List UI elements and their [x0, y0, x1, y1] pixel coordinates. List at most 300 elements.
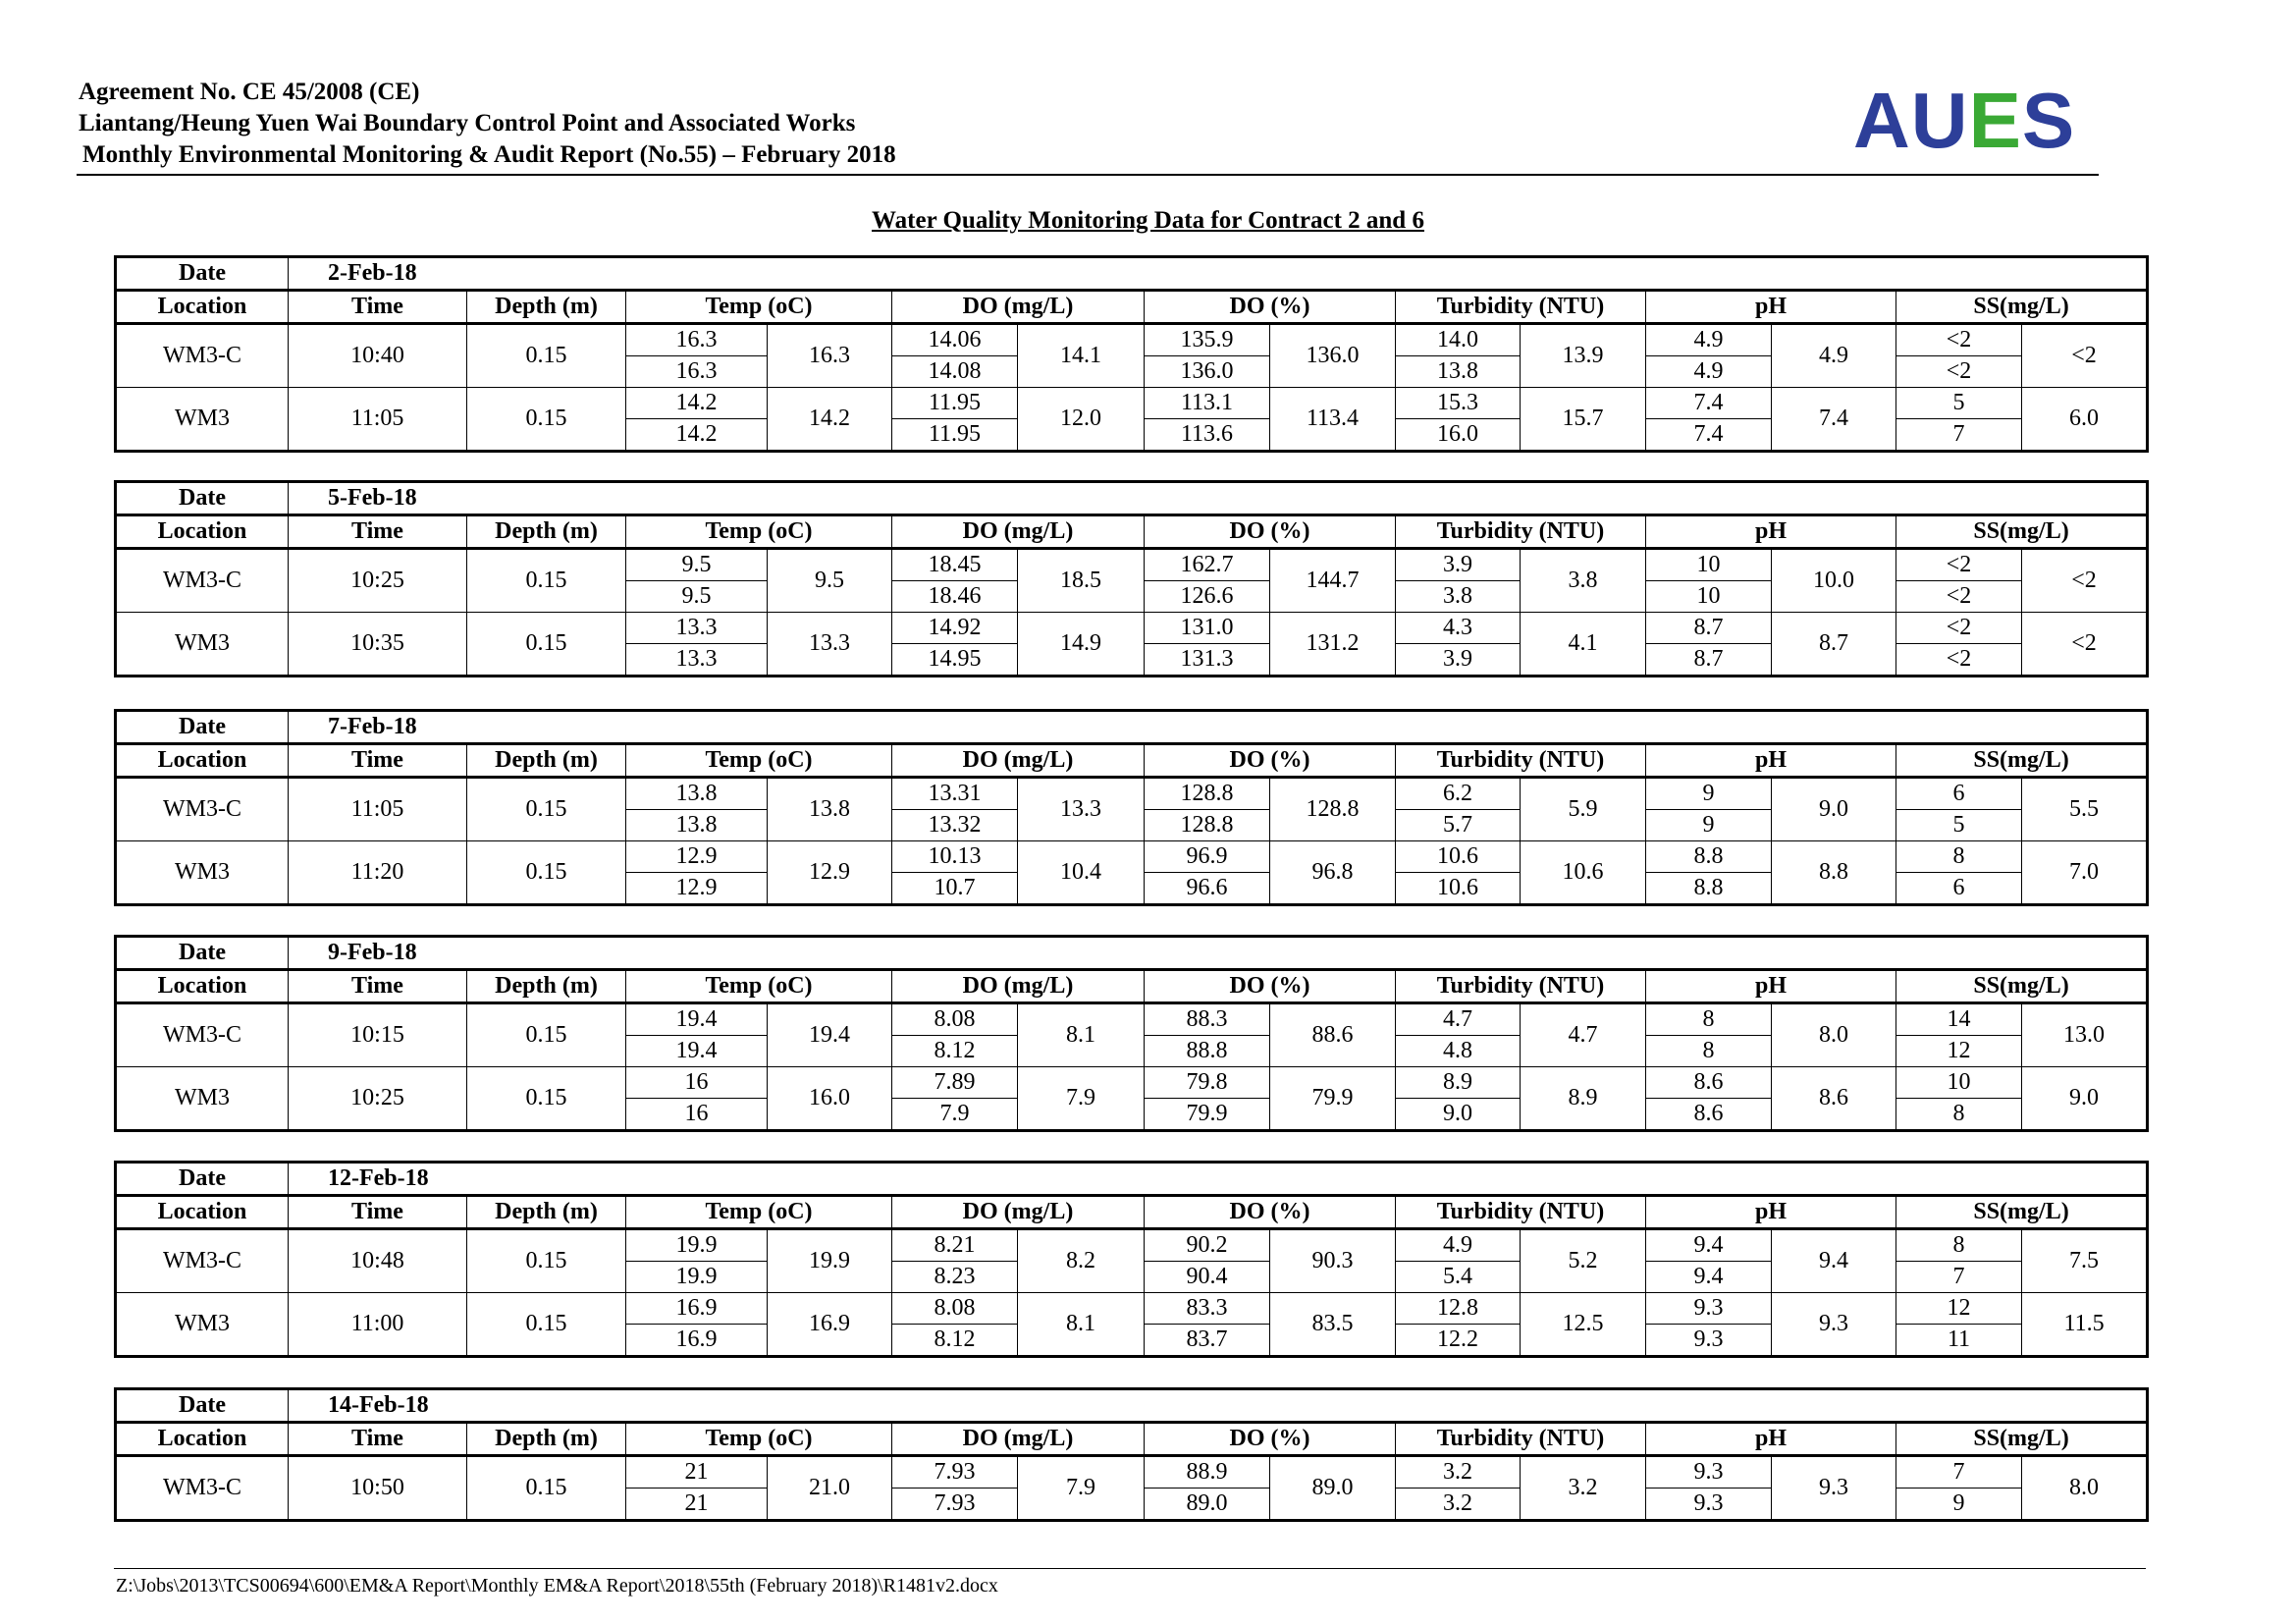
temp-average: 13.8 [768, 778, 892, 841]
temp-reading-1: 16 [626, 1067, 768, 1099]
ss-reading-2: <2 [1896, 644, 2022, 677]
temp-reading-2: 13.8 [626, 810, 768, 841]
ph-average: 8.7 [1772, 613, 1896, 677]
turb-average: 15.7 [1521, 388, 1646, 452]
ss-reading-1: <2 [1896, 324, 2022, 356]
ph-reading-2: 9 [1646, 810, 1772, 841]
temp-average: 12.9 [768, 841, 892, 905]
do-mgl-header: DO (mg/L) [892, 291, 1145, 324]
dop-reading-1: 79.8 [1145, 1067, 1270, 1099]
time-cell: 11:00 [289, 1293, 467, 1357]
date-row [116, 1163, 2148, 1196]
location-cell: WM3-C [116, 1456, 289, 1521]
temp-average: 19.9 [768, 1229, 892, 1293]
ph-header: pH [1646, 1196, 1896, 1229]
do-mgl-header: DO (mg/L) [892, 970, 1145, 1003]
location-cell: WM3-C [116, 549, 289, 613]
do-reading-2: 8.12 [892, 1325, 1018, 1357]
ss-reading-1: <2 [1896, 549, 2022, 581]
time-cell: 10:50 [289, 1456, 467, 1521]
dop-reading-1: 131.0 [1145, 613, 1270, 644]
footer-rule [114, 1568, 2146, 1569]
turb-reading-1: 15.3 [1396, 388, 1521, 419]
location-cell: WM3 [116, 613, 289, 677]
depth-cell: 0.15 [467, 1293, 626, 1357]
time-cell: 10:35 [289, 613, 467, 677]
ph-reading-2: 4.9 [1646, 356, 1772, 388]
column-header-row [116, 970, 2148, 1003]
time-header: Time [289, 291, 467, 324]
do-mgl-header: DO (mg/L) [892, 1423, 1145, 1456]
do-reading-2: 14.08 [892, 356, 1018, 388]
header-rule [77, 174, 2099, 176]
temp-reading-2: 19.4 [626, 1036, 768, 1067]
location-cell: WM3 [116, 1293, 289, 1357]
turb-reading-1: 10.6 [1396, 841, 1521, 873]
do-reading-1: 14.06 [892, 324, 1018, 356]
dop-reading-1: 90.2 [1145, 1229, 1270, 1262]
do-reading-1: 8.08 [892, 1003, 1018, 1036]
dop-reading-2: 90.4 [1145, 1262, 1270, 1293]
table-row [116, 1456, 2148, 1489]
dop-reading-2: 136.0 [1145, 356, 1270, 388]
ss-reading-1: 5 [1896, 388, 2022, 419]
ph-reading-1: 9.4 [1646, 1229, 1772, 1262]
temp-reading-2: 16.9 [626, 1325, 768, 1357]
dop-average: 83.5 [1270, 1293, 1396, 1357]
turb-reading-2: 13.8 [1396, 356, 1521, 388]
do-pct-header: DO (%) [1145, 970, 1396, 1003]
turbidity-header: Turbidity (NTU) [1396, 291, 1646, 324]
column-header-row [116, 1423, 2148, 1456]
date-row [116, 482, 2148, 515]
time-cell: 11:20 [289, 841, 467, 905]
ph-average: 8.0 [1772, 1003, 1896, 1067]
turbidity-header: Turbidity (NTU) [1396, 744, 1646, 778]
date-label: Date [116, 1163, 289, 1196]
table-row [116, 1003, 2148, 1036]
time-cell: 10:25 [289, 549, 467, 613]
logo-letter: S [2021, 77, 2076, 164]
turb-reading-1: 3.2 [1396, 1456, 1521, 1489]
turb-average: 4.1 [1521, 613, 1646, 677]
do-average: 13.3 [1018, 778, 1145, 841]
date-row [116, 711, 2148, 744]
do-pct-header: DO (%) [1145, 515, 1396, 549]
do-average: 14.9 [1018, 613, 1145, 677]
ph-average: 4.9 [1772, 324, 1896, 388]
ph-header: pH [1646, 515, 1896, 549]
location-cell: WM3 [116, 841, 289, 905]
temp-reading-1: 21 [626, 1456, 768, 1489]
depth-header: Depth (m) [467, 291, 626, 324]
turb-average: 10.6 [1521, 841, 1646, 905]
time-header: Time [289, 515, 467, 549]
dop-reading-1: 83.3 [1145, 1293, 1270, 1325]
date-label: Date [116, 257, 289, 291]
time-header: Time [289, 970, 467, 1003]
ss-header: SS(mg/L) [1896, 291, 2148, 324]
date-row [116, 1389, 2148, 1423]
ss-reading-1: 10 [1896, 1067, 2022, 1099]
turb-reading-1: 4.9 [1396, 1229, 1521, 1262]
ss-reading-1: 8 [1896, 841, 2022, 873]
ss-reading-2: 8 [1896, 1099, 2022, 1131]
dop-reading-1: 128.8 [1145, 778, 1270, 810]
do-reading-2: 8.23 [892, 1262, 1018, 1293]
depth-cell: 0.15 [467, 1003, 626, 1067]
turb-reading-1: 4.7 [1396, 1003, 1521, 1036]
depth-cell: 0.15 [467, 1456, 626, 1521]
do-reading-1: 8.08 [892, 1293, 1018, 1325]
column-header-row [116, 744, 2148, 778]
turb-average: 5.9 [1521, 778, 1646, 841]
turb-average: 5.2 [1521, 1229, 1646, 1293]
depth-cell: 0.15 [467, 324, 626, 388]
dop-reading-1: 88.3 [1145, 1003, 1270, 1036]
temp-reading-1: 16.9 [626, 1293, 768, 1325]
date-row [116, 937, 2148, 970]
time-cell: 10:40 [289, 324, 467, 388]
turb-reading-2: 16.0 [1396, 419, 1521, 452]
temp-average: 14.2 [768, 388, 892, 452]
turb-reading-1: 4.3 [1396, 613, 1521, 644]
temp-reading-2: 16.3 [626, 356, 768, 388]
ss-average: 8.0 [2022, 1456, 2148, 1521]
date-label: Date [116, 937, 289, 970]
date-value: 5-Feb-18 [289, 482, 2148, 515]
do-reading-2: 8.12 [892, 1036, 1018, 1067]
ss-reading-2: 5 [1896, 810, 2022, 841]
ss-average: 7.0 [2022, 841, 2148, 905]
day-table [114, 255, 2149, 453]
temp-header: Temp (oC) [626, 291, 892, 324]
day-table [114, 935, 2149, 1132]
do-average: 8.2 [1018, 1229, 1145, 1293]
turb-reading-1: 14.0 [1396, 324, 1521, 356]
location-header: Location [116, 1196, 289, 1229]
table-row [116, 1067, 2148, 1099]
do-reading-1: 13.31 [892, 778, 1018, 810]
temp-reading-1: 13.8 [626, 778, 768, 810]
date-value: 14-Feb-18 [289, 1389, 2148, 1423]
ss-reading-1: 14 [1896, 1003, 2022, 1036]
turb-average: 3.8 [1521, 549, 1646, 613]
location-cell: WM3-C [116, 1229, 289, 1293]
location-cell: WM3-C [116, 778, 289, 841]
turbidity-header: Turbidity (NTU) [1396, 1196, 1646, 1229]
ss-reading-2: 7 [1896, 1262, 2022, 1293]
time-header: Time [289, 1423, 467, 1456]
temp-reading-1: 14.2 [626, 388, 768, 419]
ss-average: 5.5 [2022, 778, 2148, 841]
ph-reading-1: 8.7 [1646, 613, 1772, 644]
dop-reading-1: 88.9 [1145, 1456, 1270, 1489]
ph-header: pH [1646, 744, 1896, 778]
do-pct-header: DO (%) [1145, 291, 1396, 324]
day-table [114, 480, 2149, 677]
location-header: Location [116, 1423, 289, 1456]
turb-reading-1: 3.9 [1396, 549, 1521, 581]
ph-reading-2: 8 [1646, 1036, 1772, 1067]
temp-reading-2: 14.2 [626, 419, 768, 452]
ss-reading-2: 12 [1896, 1036, 2022, 1067]
temp-header: Temp (oC) [626, 744, 892, 778]
ph-average: 9.4 [1772, 1229, 1896, 1293]
turb-average: 13.9 [1521, 324, 1646, 388]
do-reading-2: 10.7 [892, 873, 1018, 905]
do-average: 8.1 [1018, 1003, 1145, 1067]
location-cell: WM3-C [116, 1003, 289, 1067]
do-average: 7.9 [1018, 1456, 1145, 1521]
ss-reading-2: 7 [1896, 419, 2022, 452]
agreement-line: Agreement No. CE 45/2008 (CE) [79, 79, 420, 105]
depth-header: Depth (m) [467, 1423, 626, 1456]
ss-header: SS(mg/L) [1896, 1423, 2148, 1456]
temp-reading-1: 16.3 [626, 324, 768, 356]
depth-header: Depth (m) [467, 744, 626, 778]
temp-average: 16.0 [768, 1067, 892, 1131]
do-reading-1: 11.95 [892, 388, 1018, 419]
turb-reading-1: 8.9 [1396, 1067, 1521, 1099]
location-cell: WM3-C [116, 324, 289, 388]
table-row [116, 388, 2148, 419]
ph-reading-1: 8.8 [1646, 841, 1772, 873]
do-reading-2: 11.95 [892, 419, 1018, 452]
turb-average: 4.7 [1521, 1003, 1646, 1067]
dop-average: 128.8 [1270, 778, 1396, 841]
ss-reading-1: 6 [1896, 778, 2022, 810]
depth-cell: 0.15 [467, 778, 626, 841]
turb-reading-1: 6.2 [1396, 778, 1521, 810]
time-cell: 11:05 [289, 388, 467, 452]
ph-average: 9.0 [1772, 778, 1896, 841]
do-pct-header: DO (%) [1145, 744, 1396, 778]
dop-reading-1: 135.9 [1145, 324, 1270, 356]
ph-reading-2: 8.6 [1646, 1099, 1772, 1131]
date-label: Date [116, 482, 289, 515]
ph-header: pH [1646, 970, 1896, 1003]
time-header: Time [289, 1196, 467, 1229]
ph-header: pH [1646, 291, 1896, 324]
temp-reading-1: 13.3 [626, 613, 768, 644]
ss-reading-2: <2 [1896, 581, 2022, 613]
ss-header: SS(mg/L) [1896, 744, 2148, 778]
do-reading-2: 18.46 [892, 581, 1018, 613]
turb-average: 3.2 [1521, 1456, 1646, 1521]
dop-average: 136.0 [1270, 324, 1396, 388]
ph-reading-2: 8.8 [1646, 873, 1772, 905]
dop-average: 89.0 [1270, 1456, 1396, 1521]
page-title: Water Quality Monitoring Data for Contract 2 and 6 [872, 207, 1424, 234]
day-table [114, 709, 2149, 906]
temp-average: 16.9 [768, 1293, 892, 1357]
do-reading-1: 10.13 [892, 841, 1018, 873]
ss-reading-2: 11 [1896, 1325, 2022, 1357]
location-header: Location [116, 291, 289, 324]
dop-average: 88.6 [1270, 1003, 1396, 1067]
dop-reading-2: 128.8 [1145, 810, 1270, 841]
depth-header: Depth (m) [467, 1196, 626, 1229]
project-line: Liantang/Heung Yuen Wai Boundary Control Point and Associated Works [79, 110, 856, 136]
table-row [116, 613, 2148, 644]
ss-reading-1: 8 [1896, 1229, 2022, 1262]
temp-reading-2: 9.5 [626, 581, 768, 613]
table-row [116, 324, 2148, 356]
ss-reading-1: <2 [1896, 613, 2022, 644]
date-value: 12-Feb-18 [289, 1163, 2148, 1196]
ph-header: pH [1646, 1423, 1896, 1456]
turb-reading-2: 3.9 [1396, 644, 1521, 677]
table-row [116, 778, 2148, 810]
report-header [79, 77, 2101, 171]
temp-reading-1: 9.5 [626, 549, 768, 581]
turb-average: 8.9 [1521, 1067, 1646, 1131]
do-reading-1: 14.92 [892, 613, 1018, 644]
report-line: Monthly Environmental Monitoring & Audit Report (No.55) – February 2018 [82, 141, 896, 168]
do-reading-1: 8.21 [892, 1229, 1018, 1262]
turb-reading-2: 3.2 [1396, 1489, 1521, 1521]
ph-reading-1: 9 [1646, 778, 1772, 810]
dop-reading-2: 113.6 [1145, 419, 1270, 452]
dop-reading-2: 79.9 [1145, 1099, 1270, 1131]
date-value: 7-Feb-18 [289, 711, 2148, 744]
temp-header: Temp (oC) [626, 1196, 892, 1229]
aues-logo [1853, 77, 2075, 165]
day-table [114, 1387, 2149, 1522]
temp-header: Temp (oC) [626, 1423, 892, 1456]
temp-average: 21.0 [768, 1456, 892, 1521]
time-cell: 11:05 [289, 778, 467, 841]
dop-average: 113.4 [1270, 388, 1396, 452]
ph-reading-2: 9.4 [1646, 1262, 1772, 1293]
ph-average: 8.8 [1772, 841, 1896, 905]
temp-reading-1: 12.9 [626, 841, 768, 873]
depth-cell: 0.15 [467, 841, 626, 905]
ss-average: 6.0 [2022, 388, 2148, 452]
depth-header: Depth (m) [467, 515, 626, 549]
temp-reading-2: 16 [626, 1099, 768, 1131]
temp-average: 13.3 [768, 613, 892, 677]
ss-header: SS(mg/L) [1896, 1196, 2148, 1229]
turb-reading-1: 12.8 [1396, 1293, 1521, 1325]
file-path-footer: Z:\Jobs\2013\TCS00694\600\EM&A Report\Monthly EM&A Report\2018\55th (February 2018)\R1481v2.docx [116, 1575, 998, 1597]
ph-reading-1: 9.3 [1646, 1293, 1772, 1325]
location-header: Location [116, 970, 289, 1003]
ph-reading-2: 8.7 [1646, 644, 1772, 677]
dop-reading-2: 89.0 [1145, 1489, 1270, 1521]
dop-average: 131.2 [1270, 613, 1396, 677]
date-label: Date [116, 711, 289, 744]
do-average: 12.0 [1018, 388, 1145, 452]
turb-reading-2: 5.7 [1396, 810, 1521, 841]
temp-average: 19.4 [768, 1003, 892, 1067]
turb-reading-2: 3.8 [1396, 581, 1521, 613]
do-average: 10.4 [1018, 841, 1145, 905]
dop-reading-1: 162.7 [1145, 549, 1270, 581]
ss-reading-1: 7 [1896, 1456, 2022, 1489]
ss-average: 11.5 [2022, 1293, 2148, 1357]
table-row [116, 549, 2148, 581]
do-average: 7.9 [1018, 1067, 1145, 1131]
ph-average: 7.4 [1772, 388, 1896, 452]
temp-reading-2: 12.9 [626, 873, 768, 905]
dop-reading-1: 113.1 [1145, 388, 1270, 419]
temp-header: Temp (oC) [626, 970, 892, 1003]
do-mgl-header: DO (mg/L) [892, 1196, 1145, 1229]
day-table [114, 1161, 2149, 1358]
time-cell: 10:25 [289, 1067, 467, 1131]
turb-reading-2: 5.4 [1396, 1262, 1521, 1293]
ss-reading-2: <2 [1896, 356, 2022, 388]
do-mgl-header: DO (mg/L) [892, 744, 1145, 778]
depth-cell: 0.15 [467, 388, 626, 452]
turb-reading-2: 9.0 [1396, 1099, 1521, 1131]
date-row [116, 257, 2148, 291]
ph-reading-1: 7.4 [1646, 388, 1772, 419]
temp-header: Temp (oC) [626, 515, 892, 549]
depth-cell: 0.15 [467, 613, 626, 677]
ss-average: <2 [2022, 324, 2148, 388]
ph-average: 9.3 [1772, 1456, 1896, 1521]
turb-reading-2: 12.2 [1396, 1325, 1521, 1357]
ss-average: <2 [2022, 613, 2148, 677]
temp-average: 16.3 [768, 324, 892, 388]
column-header-row [116, 1196, 2148, 1229]
ph-average: 10.0 [1772, 549, 1896, 613]
logo-letter: U [1910, 77, 1969, 164]
do-pct-header: DO (%) [1145, 1196, 1396, 1229]
table-row [116, 1229, 2148, 1262]
location-header: Location [116, 744, 289, 778]
do-average: 18.5 [1018, 549, 1145, 613]
temp-average: 9.5 [768, 549, 892, 613]
ph-reading-1: 10 [1646, 549, 1772, 581]
ss-average: 13.0 [2022, 1003, 2148, 1067]
time-header: Time [289, 744, 467, 778]
dop-reading-1: 96.9 [1145, 841, 1270, 873]
table-row [116, 1293, 2148, 1325]
do-reading-1: 7.89 [892, 1067, 1018, 1099]
do-mgl-header: DO (mg/L) [892, 515, 1145, 549]
temp-reading-1: 19.4 [626, 1003, 768, 1036]
ph-reading-1: 8.6 [1646, 1067, 1772, 1099]
column-header-row [116, 515, 2148, 549]
ss-reading-1: 12 [1896, 1293, 2022, 1325]
ss-average: <2 [2022, 549, 2148, 613]
do-average: 8.1 [1018, 1293, 1145, 1357]
ss-header: SS(mg/L) [1896, 515, 2148, 549]
date-value: 2-Feb-18 [289, 257, 2148, 291]
logo-letter: A [1853, 77, 1911, 164]
ph-reading-1: 4.9 [1646, 324, 1772, 356]
do-reading-2: 7.93 [892, 1489, 1018, 1521]
location-cell: WM3 [116, 1067, 289, 1131]
ss-reading-2: 9 [1896, 1489, 2022, 1521]
depth-cell: 0.15 [467, 1229, 626, 1293]
date-label: Date [116, 1389, 289, 1423]
do-pct-header: DO (%) [1145, 1423, 1396, 1456]
do-average: 14.1 [1018, 324, 1145, 388]
temp-reading-2: 21 [626, 1489, 768, 1521]
dop-average: 90.3 [1270, 1229, 1396, 1293]
table-row [116, 841, 2148, 873]
ph-average: 9.3 [1772, 1293, 1896, 1357]
temp-reading-1: 19.9 [626, 1229, 768, 1262]
dop-reading-2: 131.3 [1145, 644, 1270, 677]
ph-reading-1: 8 [1646, 1003, 1772, 1036]
column-header-row [116, 291, 2148, 324]
